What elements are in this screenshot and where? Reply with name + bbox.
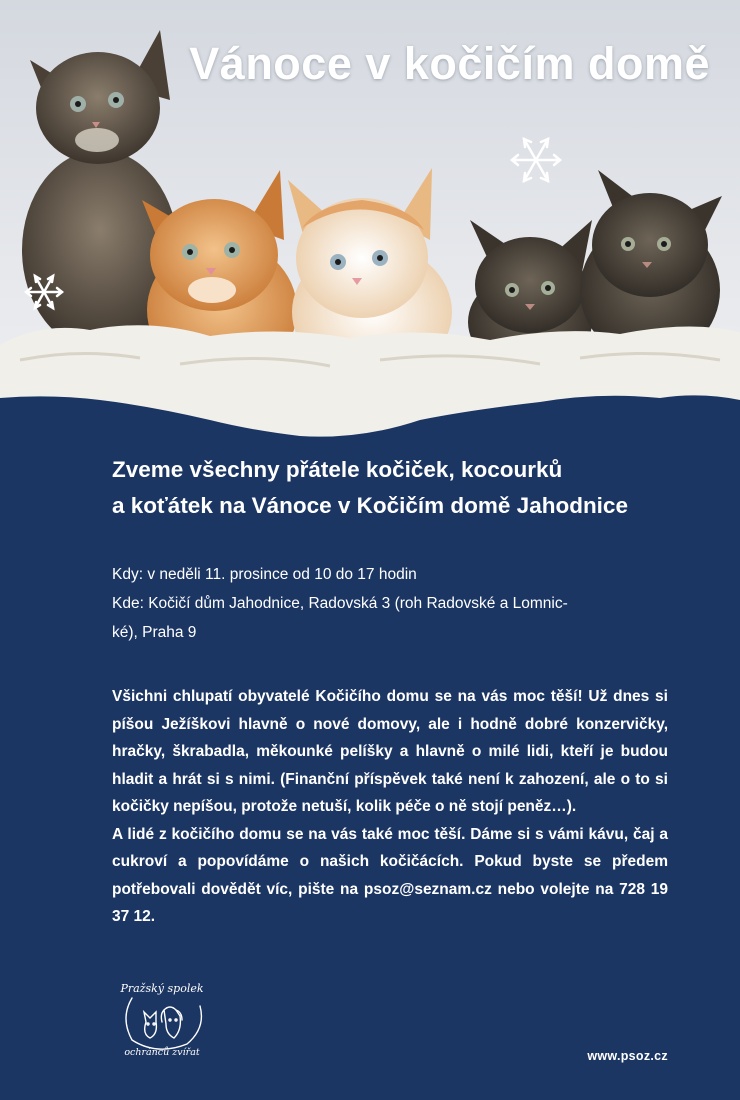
body-paragraph-2: A lidé z kočičího domu se na vás také moc těší. Dáme si s vámi kávu, čaj a cukroví a popovídáme o našich kočičácích. Pokud byste se předem potřebovali dovědět víc, pište na psoz@seznam.cz nebo volejte na 728 19 37 12.: [112, 825, 668, 925]
poster-title: Vánoce v kočičím domě: [189, 38, 710, 89]
poster-content: [112, 452, 668, 931]
event-when: Kdy: v neděli 11. prosince od 10 do 17 hodin: [112, 566, 417, 583]
body-paragraph-1: Všichni chlupatí obyvatelé Kočičího domu se na vás moc těší! Už dnes si píšou Ježíškovi hlavně o nové domovy, ale i hodně dobré konzervičky, hračky, škrabadla, měkounké pelíšky a hlavně o milé lidi, kteří je budou hladit a hrát si s nimi. (Finanční příspěvek také není k zahození, ale o to si kočičky nepíšou, protože netuší, kolik péče o ně stojí peněz…).: [112, 688, 668, 815]
invitation-headline: [112, 452, 668, 524]
event-where-line-2: ké), Praha 9: [112, 624, 197, 641]
logo-text-bottom: ochránců zvířat: [124, 1047, 200, 1058]
event-details: [112, 560, 668, 647]
website-url: www.psoz.cz: [587, 1049, 668, 1063]
headline-line-1: Zveme všechny přátele kočiček, kocourků: [112, 457, 563, 482]
logo-text-top: Pražský spolek: [120, 982, 204, 995]
invitation-body: [112, 683, 668, 931]
society-logo-icon: [112, 978, 212, 1058]
headline-line-2: a koťátek na Vánoce v Kočičím domě Jahodnice: [112, 493, 628, 518]
event-where-line-1: Kde: Kočičí dům Jahodnice, Radovská 3 (roh Radovské a Lomnic-: [112, 595, 568, 612]
